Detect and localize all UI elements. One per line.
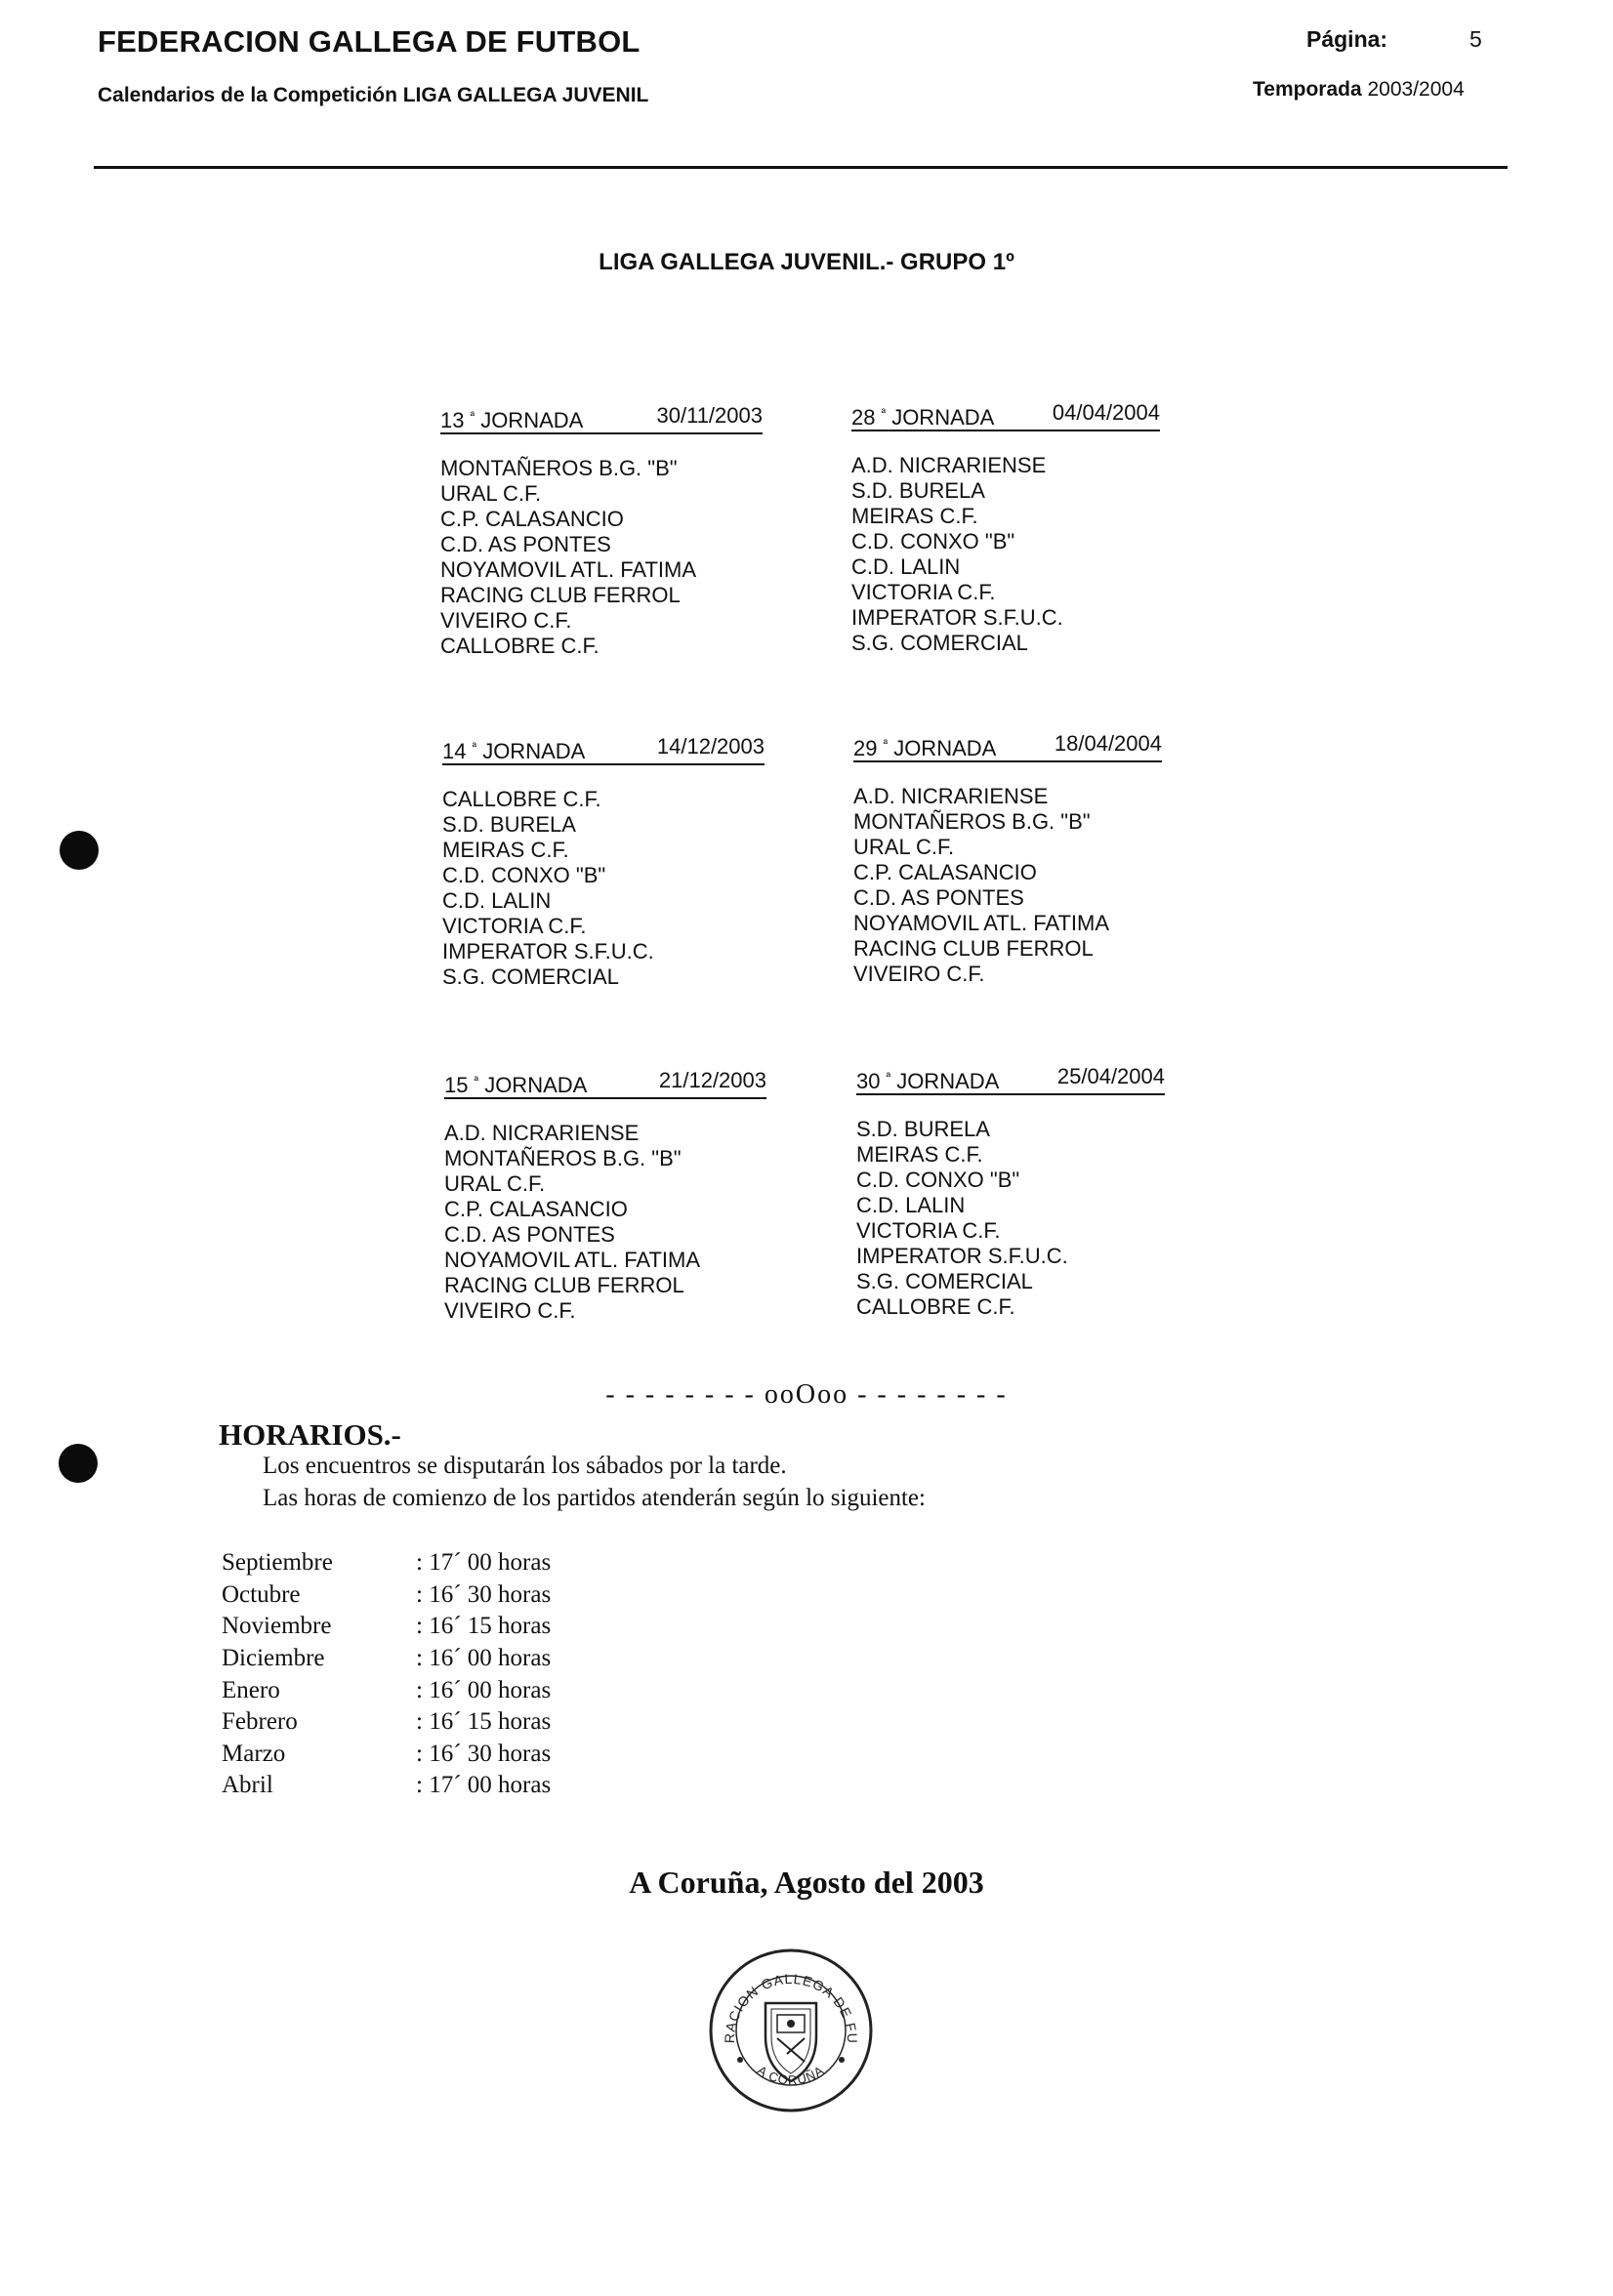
jornada-block-15 [444, 1069, 766, 1324]
team-name: IMPERATOR S.F.U.C. [856, 1244, 1068, 1268]
horarios-line-1: Los encuentros se disputarán los sábados por la tarde. [263, 1453, 787, 1479]
team-name: C.P. CALASANCIO [444, 1197, 628, 1221]
team-name: NOYAMOVIL ATL. FATIMA [853, 911, 1110, 935]
jornada-ordinal: ª [472, 740, 477, 754]
schedule-time: : 16´ 00 horas [416, 1645, 552, 1671]
team-name: A.D. NICRARIENSE [853, 784, 1049, 808]
jornada-date: 18/04/2004 [1054, 731, 1162, 756]
team-name: NOYAMOVIL ATL. FATIMA [440, 557, 697, 582]
jornada-label: JORNADA [480, 408, 584, 432]
team-name: C.P. CALASANCIO [440, 507, 624, 531]
season [1253, 78, 1465, 102]
schedule-month: Enero [222, 1677, 280, 1703]
team-name: URAL C.F. [440, 481, 542, 506]
team-name: C.D. CONXO "B" [851, 529, 1015, 554]
team-name: A.D. NICRARIENSE [851, 453, 1047, 477]
schedule-time: : 16´ 15 horas [416, 1613, 552, 1639]
jornada-date: 04/04/2004 [1052, 400, 1160, 425]
team-name: VIVEIRO C.F. [444, 1298, 576, 1323]
team-name: MEIRAS C.F. [851, 504, 978, 528]
horarios-line-2: Las horas de comienzo de los partidos atenderán según lo siguiente: [263, 1485, 926, 1511]
team-name: S.D. BURELA [851, 478, 985, 503]
jornada-date: 25/04/2004 [1056, 1064, 1165, 1088]
schedule-time: : 16´ 30 horas [416, 1741, 552, 1767]
team-name: CALLOBRE C.F. [856, 1294, 1015, 1319]
jornada-ordinal: ª [474, 1074, 479, 1087]
team-name: VIVEIRO C.F. [853, 962, 985, 986]
jornada-header [853, 732, 1162, 762]
team-name: IMPERATOR S.F.U.C. [851, 605, 1063, 630]
jornada-block-14 [442, 735, 765, 990]
page-label: Página: [1306, 26, 1388, 52]
jornada-header [851, 401, 1160, 431]
team-name: VIVEIRO C.F. [440, 608, 572, 633]
team-name: C.D. LALIN [856, 1193, 966, 1217]
team-name: S.G. COMERCIAL [856, 1269, 1033, 1293]
jornada-label: JORNADA [893, 736, 997, 760]
jornada-header [856, 1065, 1165, 1095]
team-name: MEIRAS C.F. [442, 838, 569, 862]
team-name: CALLOBRE C.F. [440, 634, 600, 658]
section-separator: - - - - - - - - ooOoo - - - - - - - - [605, 1379, 1008, 1410]
team-name: RACING CLUB FERROL [444, 1273, 684, 1297]
federation-title: FEDERACION GALLEGA DE FUTBOL [98, 24, 641, 59]
team-name: URAL C.F. [444, 1171, 546, 1196]
schedule-month: Diciembre [222, 1645, 325, 1671]
schedule-month: Febrero [222, 1708, 298, 1735]
season-value: 2003/2004 [1367, 78, 1465, 101]
team-name: C.P. CALASANCIO [853, 860, 1037, 884]
jornada-label: JORNADA [484, 1073, 588, 1097]
team-name: S.G. COMERCIAL [442, 964, 619, 989]
schedule-time: : 17´ 00 horas [416, 1772, 552, 1798]
team-name: NOYAMOVIL ATL. FATIMA [444, 1248, 701, 1272]
team-name: C.D. CONXO "B" [856, 1168, 1020, 1192]
jornada-header [442, 735, 765, 765]
schedule-month: Marzo [222, 1741, 286, 1767]
season-label: Temporada [1253, 78, 1362, 101]
team-name: A.D. NICRARIENSE [444, 1121, 640, 1145]
jornada-block-29 [853, 732, 1162, 987]
jornada-block-30 [856, 1065, 1165, 1320]
jornada-number: 28 [851, 405, 876, 430]
jornada-date: 21/12/2003 [658, 1068, 766, 1092]
team-name: C.D. LALIN [851, 554, 961, 579]
jornada-header [444, 1069, 766, 1099]
schedule-month: Septiembre [222, 1549, 333, 1576]
team-name: C.D. AS PONTES [444, 1222, 615, 1247]
jornada-label: JORNADA [891, 405, 995, 430]
schedule-month: Octubre [222, 1581, 301, 1608]
team-name: S.D. BURELA [442, 812, 576, 837]
team-name: VICTORIA C.F. [856, 1218, 1001, 1243]
team-name: VICTORIA C.F. [851, 580, 996, 604]
jornada-number: 30 [856, 1069, 881, 1093]
team-name: S.D. BURELA [856, 1117, 990, 1141]
jornada-number: 14 [442, 739, 467, 763]
jornada-ordinal: ª [886, 1070, 891, 1084]
jornada-number: 13 [440, 408, 465, 432]
jornada-ordinal: ª [881, 406, 887, 420]
svg-text:A CORUÑA: A CORUÑA [755, 2062, 827, 2088]
page-number: 5 [1469, 26, 1482, 52]
team-name: RACING CLUB FERROL [853, 936, 1094, 961]
jornada-header [440, 404, 763, 434]
competition-subtitle: Calendarios de la Competición LIGA GALLEGA JUVENIL [98, 84, 649, 106]
jornada-label: JORNADA [482, 739, 586, 763]
schedule-month: Noviembre [222, 1613, 332, 1639]
jornada-block-13 [440, 404, 763, 659]
team-name: C.D. LALIN [442, 888, 552, 913]
schedule-time: : 16´ 30 horas [416, 1581, 552, 1608]
schedule-time: : 16´ 15 horas [416, 1708, 552, 1735]
punch-hole [59, 1444, 98, 1483]
team-name: CALLOBRE C.F. [442, 787, 601, 811]
team-name: MEIRAS C.F. [856, 1142, 983, 1167]
group-title: LIGA GALLEGA JUVENIL.- GRUPO 1º [599, 249, 1014, 275]
horarios-title: HORARIOS.- [219, 1417, 401, 1452]
team-name: RACING CLUB FERROL [440, 583, 681, 607]
svg-text:FEDERACION GALLEGA DE FUTBOL: RACION GALLEGA DE FU [721, 1970, 861, 2045]
jornada-number: 15 [444, 1073, 469, 1097]
team-name: C.D. CONXO "B" [442, 863, 606, 887]
team-name: C.D. AS PONTES [440, 532, 611, 556]
schedule-time: : 16´ 00 horas [416, 1677, 552, 1703]
team-name: URAL C.F. [853, 835, 955, 859]
place-and-date: A Coruña, Agosto del 2003 [629, 1865, 984, 1900]
team-name: IMPERATOR S.F.U.C. [442, 939, 654, 964]
team-name: S.G. COMERCIAL [851, 631, 1028, 655]
jornada-date: 14/12/2003 [656, 734, 765, 758]
punch-hole [60, 831, 99, 870]
schedule-month: Abril [222, 1772, 273, 1798]
team-name: C.D. AS PONTES [853, 885, 1024, 910]
jornada-number: 29 [853, 736, 878, 760]
team-name: MONTAÑEROS B.G. "B" [444, 1146, 682, 1170]
team-name: MONTAÑEROS B.G. "B" [440, 456, 678, 480]
federation-seal-icon [703, 1943, 879, 2118]
jornada-label: JORNADA [896, 1069, 1000, 1093]
jornada-block-28 [851, 401, 1160, 656]
jornada-date: 30/11/2003 [656, 403, 763, 428]
jornada-ordinal: ª [470, 409, 476, 423]
jornada-ordinal: ª [883, 737, 889, 751]
team-name: VICTORIA C.F. [442, 914, 587, 938]
schedule-time: : 17´ 00 horas [416, 1549, 552, 1576]
header-divider [94, 166, 1508, 169]
team-name: MONTAÑEROS B.G. "B" [853, 809, 1091, 834]
